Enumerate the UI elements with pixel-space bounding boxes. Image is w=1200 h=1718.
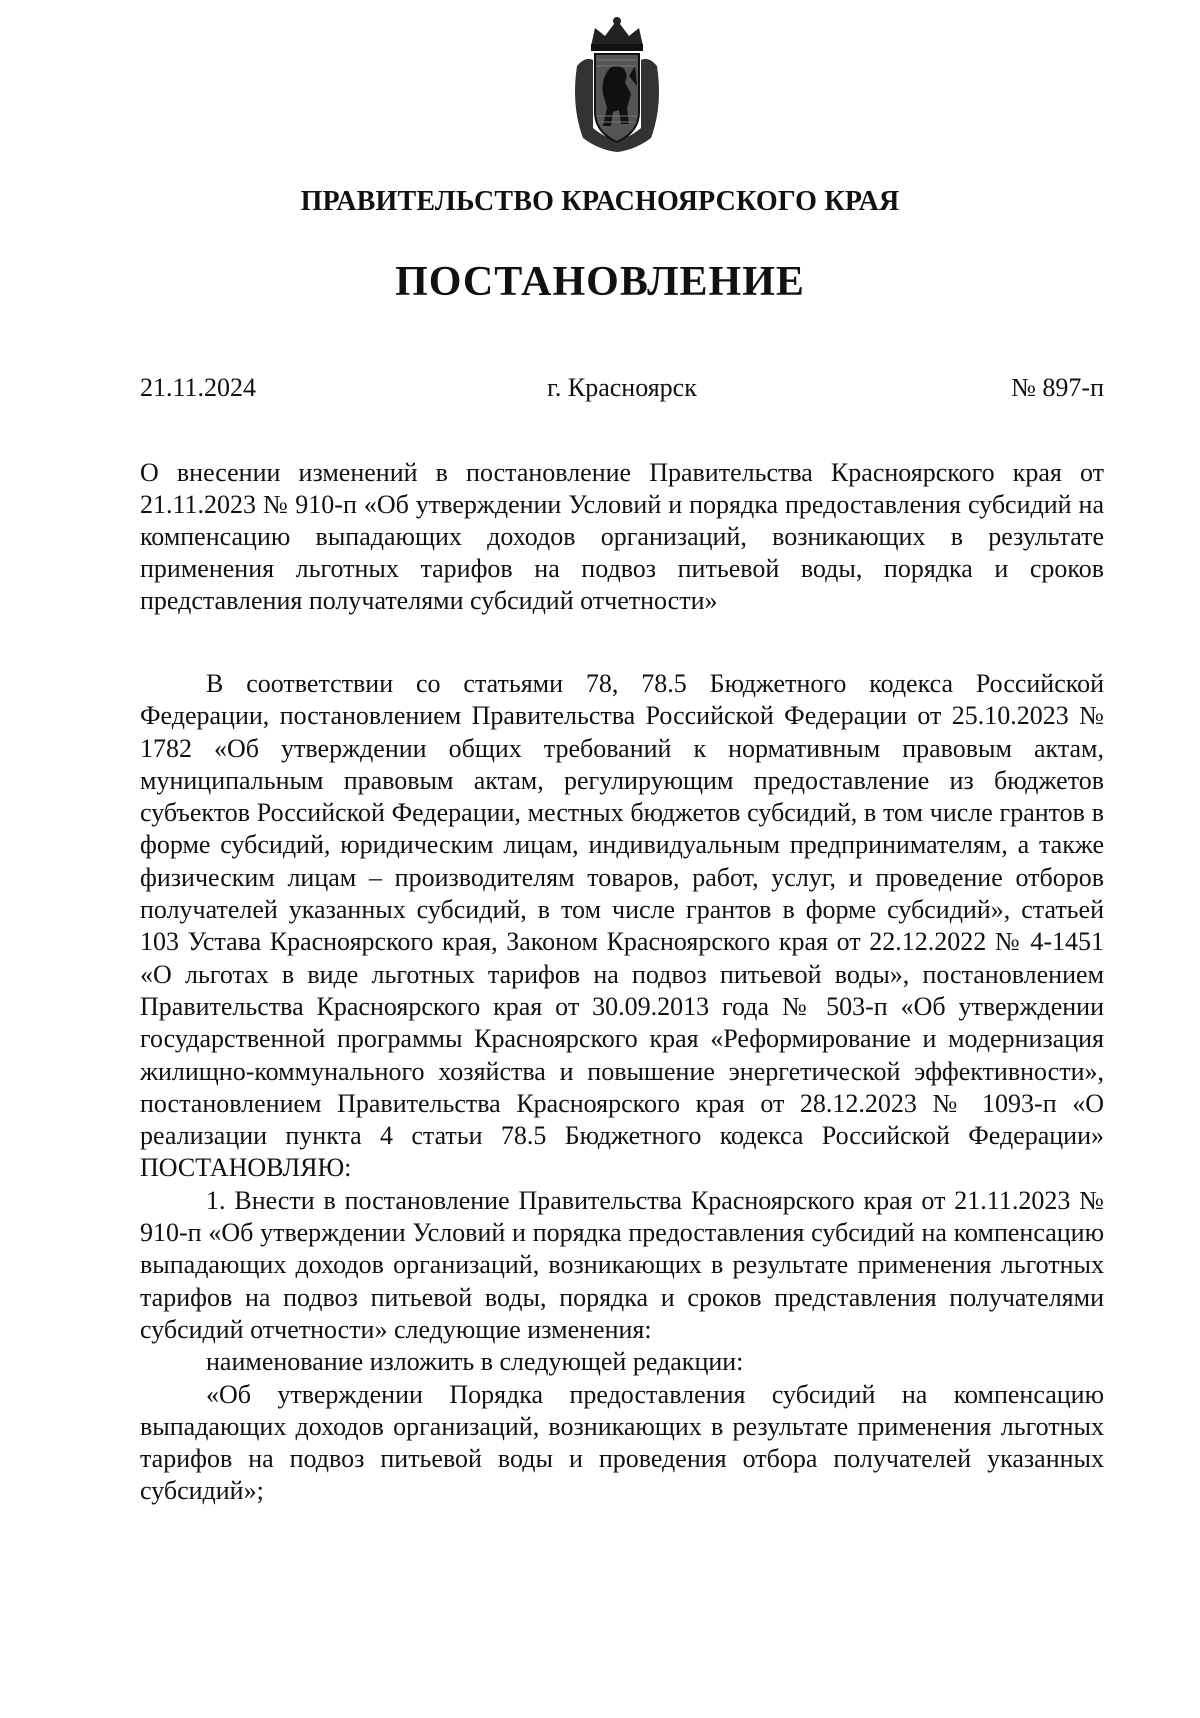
item-1-paragraph: 1. Внести в постановление Правительства Красноярского края от 21.11.2023 № 910-п «Об утверждении Условий и порядка предоставления субсидий на компенсацию выпадающих доходов организаций, возникающих в результате применения льготных тарифов на подвоз питьевой воды, порядка и сроков представления получателями субсидий отчетности» следующие изменения: xyxy=(140,1185,1104,1344)
government-title: ПРАВИТЕЛЬСТВО КРАСНОЯРСКОГО КРАЯ xyxy=(300,186,900,217)
document-body xyxy=(140,668,1104,1508)
document-meta-row xyxy=(140,373,1104,409)
document-date: 21.11.2024 xyxy=(140,373,257,402)
document-city: г. Красноярск xyxy=(547,373,697,402)
document-type-heading: ПОСТАНОВЛЕНИЕ xyxy=(395,259,805,305)
coat-of-arms-icon xyxy=(569,16,665,154)
document-subject: О внесении изменений в постановление Правительства Красноярского края от 21.11.2023 № 910-п «Об утверждении Условий и порядка предоставления субсидий на компенсацию выпадающих доходов организаций, возникающих в результате применения льготных тарифов на подвоз питьевой воды, порядка и сроков представления получателями субсидий отчетности» xyxy=(140,458,1104,615)
document-number: № 897-п xyxy=(1011,373,1104,402)
item-1-quote-paragraph: «Об утверждении Порядка предоставления субсидий на компенсацию выпадающих доходов организаций, возникающих в результате применения льготных тарифов на подвоз питьевой воды и проведения отбора получателей указанных субсидий»; xyxy=(140,1379,1104,1506)
item-1-subparagraph: наименование изложить в следующей редакции: xyxy=(206,1347,744,1377)
preamble-paragraph: В соответствии со статьями 78, 78.5 Бюджетного кодекса Российской Федерации, постановлением Правительства Российской Федерации от 25.10.2023 № 1782 «Об утверждении общих требований к нормативным правовым актам, муниципальным правовым актам, регулирующим предоставление из бюджетов субъектов Российской Федерации, местных бюджетов субсидий, в том числе грантов в форме субсидий, юридическим лицам, индивидуальным предпринимателям, а также физическим лицам – производителям товаров, работ, услуг, и проведение отборов получателей указанных субсидий, в том числе грантов в форме субсидий», статьей 103 Устава Красноярского края, Законом Красноярского края от 22.12.2022 № 4-1451 «О льготах в виде льготных тарифов на подвоз питьевой воды», постановлением Правительства Красноярского края от 30.09.2013 года № 503-п «Об утверждении государственной программы Красноярского края «Реформирование и модернизация жилищно-коммунального хозяйства и повышение энергетической эффективности», постановлением Правительства Красноярского края от 28.12.2023 № 1093-п «О реализации пункта 4 статьи 78.5 Бюджетного кодекса Российской Федерации» ПОСТАНОВЛЯЮ: xyxy=(140,669,1104,1183)
